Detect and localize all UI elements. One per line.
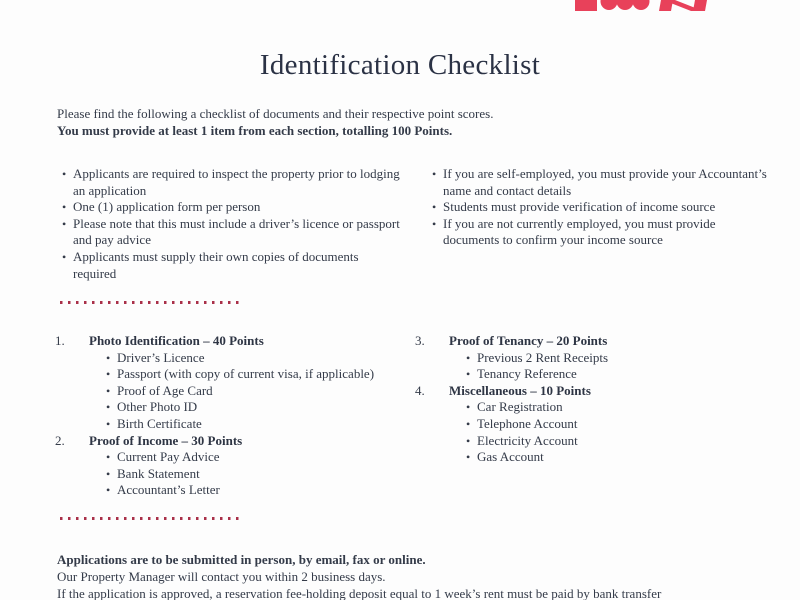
list-item-text: Tenancy Reference	[477, 366, 577, 382]
checklist-section	[415, 383, 775, 466]
section-heading: Proof of Tenancy – 20 Points	[449, 333, 608, 348]
brand-logo-icon	[575, 0, 713, 11]
section-heading-row	[55, 433, 415, 450]
list-item-text: Car Registration	[477, 399, 563, 415]
list-item-text: Previous 2 Rent Receipts	[477, 349, 609, 365]
list-item	[461, 399, 775, 416]
bullet-icon: •	[106, 483, 111, 498]
list-item-text: Applicants are required to inspect the property prior to lodging an application	[73, 166, 400, 198]
list-item-text: If you are not currently employed, you must provide documents to confirm your income source	[443, 215, 716, 248]
footer-line-1: Applications are to be submitted in person, by email, fax or online.	[57, 552, 426, 567]
checklist-sections-right	[415, 333, 775, 466]
section-heading: Miscellaneous – 10 Points	[449, 382, 591, 398]
bullet-icon: •	[62, 249, 67, 264]
bullet-icon: •	[432, 216, 437, 231]
bullet-icon: •	[466, 400, 471, 415]
section-items	[461, 350, 775, 383]
section-heading: Proof of Income – 30 Points	[89, 432, 243, 448]
section-number: 4.	[415, 382, 425, 398]
footer-line-3: If the application is approved, a reservation fee-holding deposit equal to 1 week’s rent must be paid by bank transfer	[57, 585, 662, 600]
list-item-text: Bank Statement	[117, 465, 200, 481]
list-item-text: Telephone Account	[477, 415, 578, 431]
page-title: Identification Checklist	[259, 49, 541, 81]
section-number: 1.	[55, 333, 65, 348]
list-item	[57, 166, 402, 199]
list-item	[101, 350, 415, 367]
list-item-text: Students must provide verification of income source	[443, 199, 716, 215]
section-items	[101, 449, 415, 499]
list-item-text: Passport (with copy of current visa, if applicable)	[117, 366, 375, 382]
list-item	[101, 482, 415, 499]
list-item	[101, 383, 415, 400]
section-heading-row	[415, 383, 775, 400]
list-item-text: Please note that this must include a driver’s licence or passport and pay advice	[73, 215, 400, 248]
list-item-text: Applicants must supply their own copies of documents required	[73, 248, 359, 281]
list-item	[427, 166, 767, 199]
list-item	[461, 366, 775, 383]
list-item-text: Accountant’s Letter	[117, 482, 220, 498]
dotted-divider-bottom	[60, 517, 241, 520]
general-notes-right-list	[427, 166, 767, 249]
list-item	[101, 399, 415, 416]
list-item	[101, 466, 415, 483]
checklist-section	[55, 333, 415, 433]
list-item	[461, 416, 775, 433]
list-item-text: If you are self-employed, you must provide your Accountant’s name and contact details	[443, 166, 767, 198]
section-number: 3.	[415, 333, 425, 348]
list-item-text: Electricity Account	[477, 432, 578, 448]
bullet-icon: •	[62, 216, 67, 231]
section-heading-row	[415, 333, 775, 350]
list-item	[57, 216, 402, 249]
checklist-section	[55, 433, 415, 499]
bullet-icon: •	[466, 450, 471, 465]
list-item	[101, 449, 415, 466]
list-item	[57, 249, 402, 282]
list-item	[427, 216, 767, 249]
list-item-text: Proof of Age Card	[117, 382, 213, 398]
bullet-icon: •	[106, 450, 111, 465]
list-item	[101, 366, 415, 383]
general-notes-left-list	[57, 166, 402, 282]
list-item	[57, 199, 402, 216]
checklist-sections-left	[55, 333, 415, 499]
bullet-icon: •	[432, 200, 437, 215]
footer-line-2: Our Property Manager will contact you within 2 business days.	[57, 568, 386, 584]
bullet-icon: •	[466, 416, 471, 431]
bullet-icon: •	[106, 383, 111, 398]
list-item-text: Gas Account	[477, 449, 544, 465]
list-item-text: Birth Certificate	[117, 415, 202, 431]
bullet-icon: •	[62, 167, 67, 181]
list-item	[461, 350, 775, 367]
list-item-text: Current Pay Advice	[117, 449, 220, 465]
section-heading: Photo Identification – 40 Points	[89, 333, 264, 348]
bullet-icon: •	[106, 466, 111, 481]
list-item	[101, 416, 415, 433]
list-item-text: Other Photo ID	[117, 399, 198, 415]
list-item-text: Driver’s Licence	[117, 349, 205, 365]
intro-paragraph	[57, 106, 757, 139]
list-item	[461, 449, 775, 466]
footer-paragraph	[57, 552, 797, 600]
intro-line-1: Please find the following a checklist of documents and their respective point scores.	[57, 106, 494, 121]
checklist-section	[415, 333, 775, 383]
section-heading-row	[55, 333, 415, 350]
section-number: 2.	[55, 432, 65, 448]
bullet-icon: •	[432, 167, 437, 181]
list-item	[427, 199, 767, 216]
bullet-icon: •	[466, 367, 471, 382]
bullet-icon: •	[62, 200, 67, 215]
bullet-icon: •	[466, 433, 471, 448]
bullet-icon: •	[106, 367, 111, 382]
bullet-icon: •	[106, 350, 111, 365]
section-items	[461, 399, 775, 465]
intro-line-2: You must provide at least 1 item from each section, totalling 100 Points.	[57, 122, 453, 138]
bullet-icon: •	[466, 350, 471, 365]
list-item-text: One (1) application form per person	[73, 199, 261, 215]
bullet-icon: •	[106, 400, 111, 415]
list-item	[461, 433, 775, 450]
bullet-icon: •	[106, 416, 111, 431]
section-items	[101, 350, 415, 433]
dotted-divider-top	[60, 301, 241, 304]
